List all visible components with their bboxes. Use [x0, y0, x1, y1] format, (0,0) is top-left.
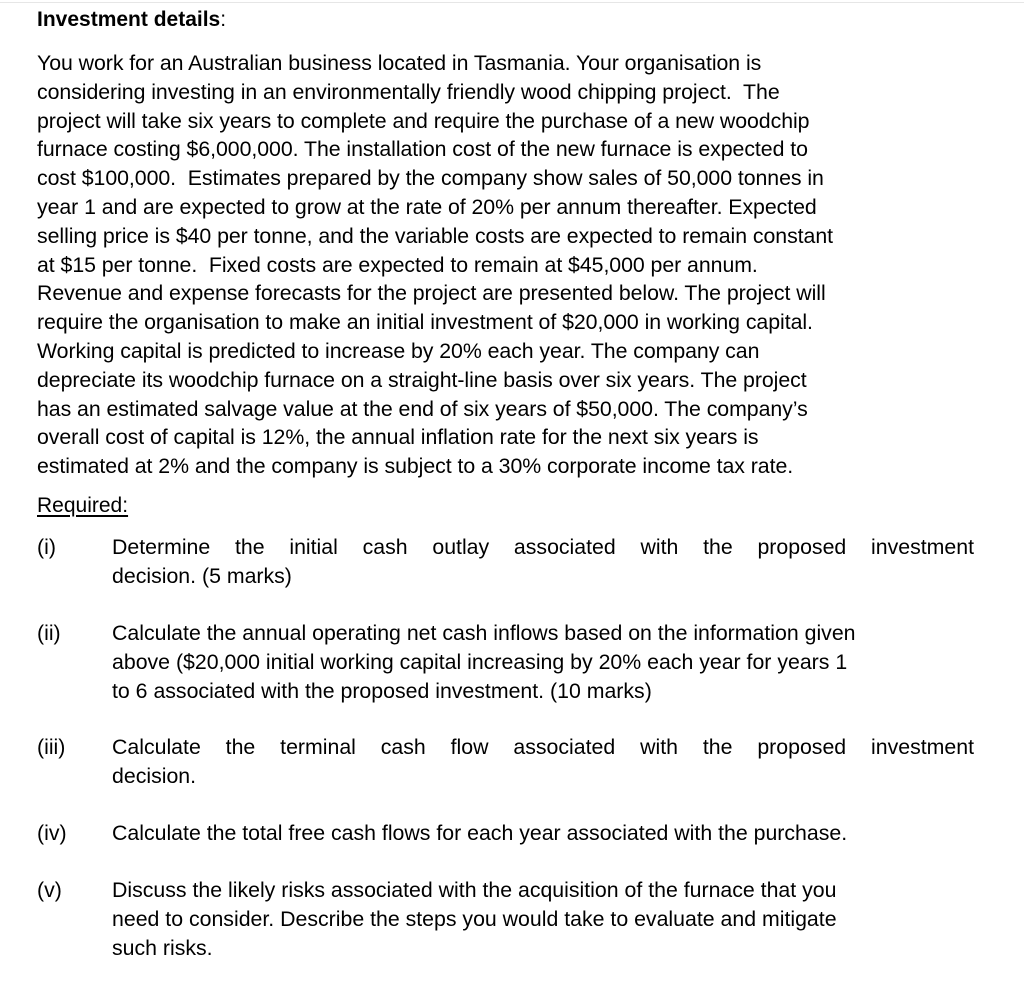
paragraph-line: depreciate its woodchip furnace on a straight-line basis over six years. The project — [37, 367, 807, 392]
investment-description — [37, 49, 977, 481]
question-line: decision. — [112, 763, 197, 788]
paragraph-line: has an estimated salvage value at the end of six years of $50,000. The company’s — [37, 396, 808, 421]
question-number: (ii) — [37, 621, 61, 645]
paragraph-line: Revenue and expense forecasts for the project are presented below. The project will — [37, 281, 826, 306]
paragraph-line: project will take six years to complete and require the purchase of a new woodchip — [37, 108, 810, 133]
question-text — [112, 619, 974, 705]
required-label: Required: — [37, 494, 129, 517]
question-line: need to consider. Describe the steps you would take to evaluate and mitigate — [112, 906, 837, 931]
question-text — [112, 876, 974, 962]
question-number: (iv) — [37, 821, 67, 845]
section-heading — [37, 6, 226, 34]
question-number: (v) — [37, 878, 62, 902]
paragraph-line: selling price is $40 per tonne, and the variable costs are expected to remain constant — [37, 223, 833, 248]
paragraph-line: considering investing in an environmentally friendly wood chipping project. The — [37, 79, 780, 104]
paragraph-line: overall cost of capital is 12%, the annual inflation rate for the next six years is — [37, 425, 759, 450]
paragraph-line: furnace costing $6,000,000. The installation cost of the new furnace is expected to — [37, 137, 808, 162]
heading-bold-text: Investment details — [37, 8, 221, 31]
question-number: (iii) — [37, 735, 66, 759]
paragraph-line: at $15 per tonne. Fixed costs are expected to remain at $45,000 per annum. — [37, 252, 758, 277]
question-text — [112, 533, 974, 591]
question-line: Calculate the annual operating net cash inflows based on the information given — [112, 621, 856, 645]
heading-colon: : — [220, 8, 227, 31]
paragraph-line: cost $100,000. Estimates prepared by the company show sales of 50,000 tonnes in — [37, 166, 824, 191]
paragraph-line: Working capital is predicted to increase by 20% each year. The company can — [37, 338, 760, 363]
question-line: decision. (5 marks) — [112, 563, 292, 588]
question-line: above ($20,000 initial working capital increasing by 20% each year for years 1 — [112, 649, 848, 674]
question-line: Calculate the terminal cash flow associated with the proposed investment — [112, 735, 974, 759]
paragraph-line: require the organisation to make an initial investment of $20,000 in working capital. — [37, 310, 813, 335]
question-line: Determine the initial cash outlay associated with the proposed investment — [112, 535, 974, 559]
top-divider — [0, 2, 1024, 3]
paragraph-line: year 1 and are expected to grow at the rate of 20% per annum thereafter. Expected — [37, 194, 817, 219]
paragraph-line: estimated at 2% and the company is subject to a 30% corporate income tax rate. — [37, 454, 794, 479]
paragraph-line: You work for an Australian business located in Tasmania. Your organisation is — [37, 51, 762, 75]
question-line: Discuss the likely risks associated with the acquisition of the furnace that you — [112, 878, 837, 902]
question-text — [112, 819, 974, 848]
question-text — [112, 733, 974, 791]
question-line: such risks. — [112, 935, 213, 960]
question-number: (i) — [37, 535, 56, 559]
question-line: to 6 associated with the proposed investment. (10 marks) — [112, 678, 652, 703]
question-line: Calculate the total free cash flows for each year associated with the purchase. — [112, 821, 848, 845]
